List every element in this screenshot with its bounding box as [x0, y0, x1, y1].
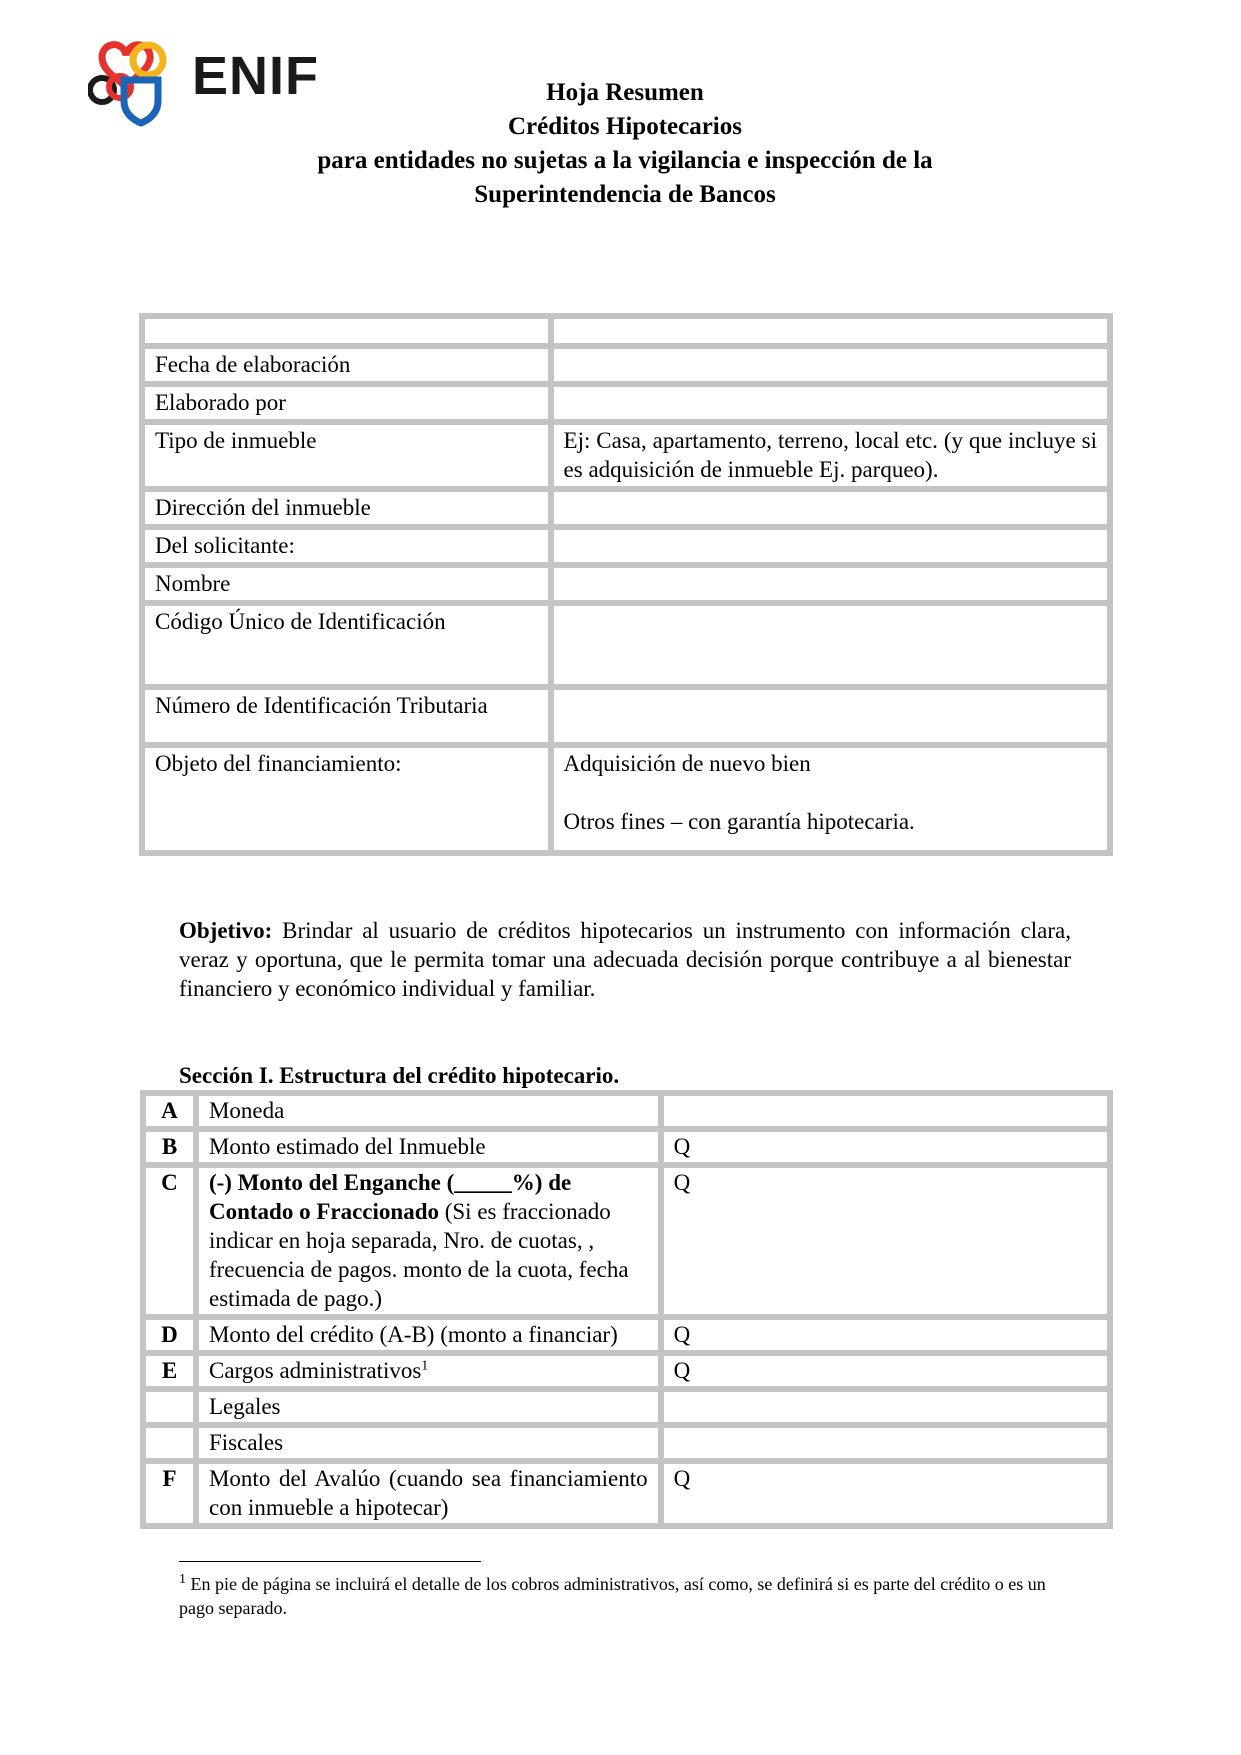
row-value: Q: [661, 1165, 1110, 1317]
table-cell-value: [551, 346, 1110, 384]
table-cell-label: Fecha de elaboración: [142, 346, 551, 384]
row-value: Q: [661, 1317, 1110, 1353]
row-description: Legales: [196, 1389, 661, 1425]
row-description: [196, 1165, 661, 1317]
table-cell-label: [142, 316, 551, 346]
footnote: [179, 1572, 1079, 1620]
financing-option-2: Otros fines – con garantía hipotecaria.: [563, 809, 915, 834]
section-title: Sección I. Estructura del crédito hipotecario.: [179, 1063, 620, 1088]
table-cell-value: [551, 384, 1110, 422]
table-cell-value: Ej: Casa, apartamento, terreno, local etc. (y que incluye si es adquisición de inmueble Ej. parqueo).: [551, 422, 1110, 489]
table-cell-label: Dirección del inmueble: [142, 489, 551, 527]
row-letter: [143, 1389, 196, 1425]
header-line-4: Superintendencia de Bancos: [474, 181, 776, 208]
table-cell-value: [551, 603, 1110, 687]
header-line-1: Hoja Resumen: [546, 79, 704, 106]
table-cell-label: Número de Identificación Tributaria: [142, 687, 551, 745]
table-cell-value: [551, 527, 1110, 565]
row-letter: D: [143, 1317, 196, 1353]
header-line-2: Créditos Hipotecarios: [508, 113, 742, 140]
credit-structure-table: [140, 1090, 1113, 1529]
table-cell-label: Nombre: [142, 565, 551, 603]
table-cell-label: Código Único de Identificación: [142, 603, 551, 687]
table-cell-label: Del solicitante:: [142, 527, 551, 565]
row-value: Q: [661, 1129, 1110, 1165]
table-row: [142, 687, 1110, 745]
table-cell-value: [551, 687, 1110, 745]
row-description: [196, 1353, 661, 1389]
row-letter: B: [143, 1129, 196, 1165]
row-description: Moneda: [196, 1093, 661, 1129]
table-row: [142, 489, 1110, 527]
table-row: [143, 1389, 1110, 1425]
row-value: Q: [661, 1353, 1110, 1389]
objective-label: Objetivo:: [179, 918, 273, 943]
row-description: Monto del Avalúo (cuando sea financiamiento con inmueble a hipotecar): [196, 1461, 661, 1526]
financing-option-1: Adquisición de nuevo bien: [563, 751, 811, 776]
row-value: [661, 1093, 1110, 1129]
table-cell-value: [551, 316, 1110, 346]
row-letter: C: [143, 1165, 196, 1317]
table-cell-value: [551, 565, 1110, 603]
table-row: [142, 565, 1110, 603]
row-letter: F: [143, 1461, 196, 1526]
table-row: [142, 316, 1110, 346]
row-description: Fiscales: [196, 1425, 661, 1461]
row-value: [661, 1389, 1110, 1425]
table-cell-label: Elaborado por: [142, 384, 551, 422]
header-line-3: para entidades no sujetas a la vigilancia e inspección de la: [317, 147, 933, 174]
table-cell-label: Objeto del financiamiento:: [142, 745, 551, 853]
row-value: Q: [661, 1461, 1110, 1526]
table-cell-value: [551, 745, 1110, 853]
enif-logo-icon: [88, 35, 188, 130]
table-row: [142, 745, 1110, 853]
document-header: [180, 76, 1070, 212]
footnote-reference: 1: [421, 1358, 429, 1374]
table-cell-label: Tipo de inmueble: [142, 422, 551, 489]
table-row: [143, 1353, 1110, 1389]
applicant-info-table: [139, 313, 1113, 856]
row-letter: A: [143, 1093, 196, 1129]
objective-paragraph: [179, 916, 1071, 1003]
footnote-separator: [179, 1561, 481, 1562]
table-row: [143, 1129, 1110, 1165]
logo-text: ENIF: [192, 46, 320, 106]
row-description-note: (Si es fraccionado indicar en hoja separada, Nro. de cuotas, , frecuencia de pagos. monto de la cuota, fecha estimada de pago.): [208, 1199, 629, 1311]
table-cell-value: [551, 489, 1110, 527]
table-row: [142, 527, 1110, 565]
row-description-text: Cargos administrativos: [208, 1358, 422, 1383]
row-description: Monto del crédito (A-B) (monto a financiar): [196, 1317, 661, 1353]
footnote-marker: 1: [179, 1572, 186, 1587]
row-description: Monto estimado del Inmueble: [196, 1129, 661, 1165]
table-row: [142, 603, 1110, 687]
table-row: [142, 346, 1110, 384]
table-row: [143, 1317, 1110, 1353]
table-row: [143, 1093, 1110, 1129]
row-value: [661, 1425, 1110, 1461]
row-letter: E: [143, 1353, 196, 1389]
footnote-text: En pie de página se incluirá el detalle de los cobros administrativos, así como, se definirá si es parte del crédito o es un pago separado.: [179, 1574, 1046, 1618]
table-row: [142, 384, 1110, 422]
table-row: [143, 1425, 1110, 1461]
table-row: [142, 422, 1110, 489]
table-row: [143, 1165, 1110, 1317]
table-row: [143, 1461, 1110, 1526]
row-description-bold: (-) Monto del Enganche (_____%) de Contado o Fraccionado: [208, 1170, 572, 1224]
row-letter: [143, 1425, 196, 1461]
objective-text: Brindar al usuario de créditos hipotecarios un instrumento con información clara, veraz y oportuna, que le permita tomar una adecuada decisión porque contribuye a al bienestar financiero y económico individual y familiar.: [179, 918, 1071, 1001]
